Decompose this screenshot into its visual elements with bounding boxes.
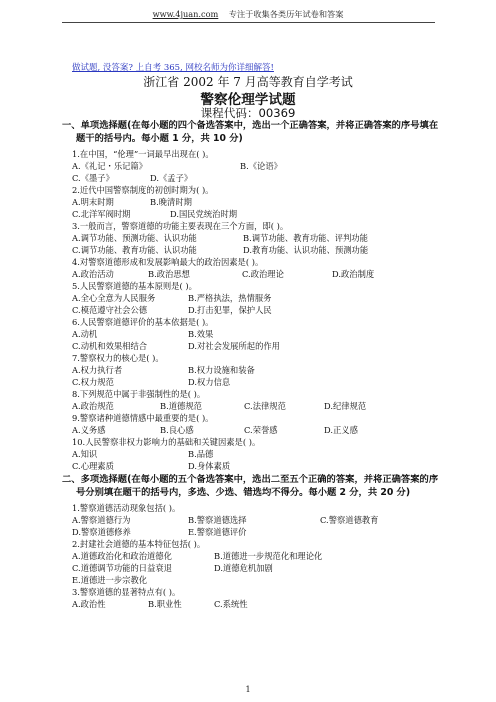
answer-option: A.明末时期 xyxy=(72,197,114,207)
answer-option: C.《墨子》 xyxy=(72,173,114,183)
section-heading-single: 一、单项选择题(在每小题的四个备选答案中，选出一个正确答案，并将正确答案的序号填在 题干的括号内。每小题 1 分，共 10 分) xyxy=(62,120,439,145)
answer-option: B.调节功能、教育功能、评判功能 xyxy=(243,233,368,243)
question-stem: 6.人民警察道德评价的基本依据是( )。 xyxy=(72,317,214,327)
site-tagline: 专注于收集各类历年试卷和答案 xyxy=(228,9,344,19)
answer-option: C.系统性 xyxy=(214,599,248,609)
answer-option: D.《孟子》 xyxy=(150,173,193,183)
answer-option: B.警察道德选择 xyxy=(188,515,247,525)
answer-option: A.义务感 xyxy=(72,425,106,435)
question-stem: 4.对警察道德形成和发展影响最大的政治因素是( )。 xyxy=(72,257,264,267)
question-stem: 2.封建社会道德的基本特征包括( )。 xyxy=(72,539,206,549)
section-heading-multiple: 二、多项选择题(在每小题的五个备选答案中，选出二至五个正确的答案，并将正确答案的序 号分别填在题干的括号内，多选、少选、错选均不得分。每小题 2 分，共 20 分) xyxy=(62,474,439,499)
answer-option: B.道德规范 xyxy=(160,401,202,411)
question-stem: 1.在中国，“伦理”一词最早出现在( )。 xyxy=(72,149,214,159)
answer-option: D.国民党统治时期 xyxy=(170,209,238,219)
answer-option: B.权力设施和装备 xyxy=(188,365,255,375)
answer-option: A.政治性 xyxy=(72,599,106,609)
answer-option: B.严格执法，热情服务 xyxy=(188,293,272,303)
answer-option: B.良心感 xyxy=(160,425,194,435)
question-stem: 9.警察诸种道德情感中最重要的是( )。 xyxy=(72,413,214,423)
answer-option: C.政治理论 xyxy=(242,269,284,279)
answer-option: C.荣誉感 xyxy=(244,425,278,435)
site-url[interactable]: www.4juan.com xyxy=(152,9,219,19)
page-number: 1 xyxy=(245,685,251,694)
answer-option: A.道德政治化和政治道德化 xyxy=(72,551,172,561)
answer-option: A.知识 xyxy=(72,449,98,459)
answer-option: B.政治思想 xyxy=(148,269,190,279)
answer-option: C.道德调节功能的日益衰退 xyxy=(72,563,172,573)
question-stem: 2.近代中国警察制度的初创时期为( )。 xyxy=(72,185,214,195)
answer-option: B.效果 xyxy=(188,329,214,339)
answer-option: A.全心全意为人民服务 xyxy=(72,293,156,303)
question-stem: 3.一般而言，警察道德的功能主要表现在三个方面，即( )。 xyxy=(72,221,289,231)
answer-option: E.警察道德评价 xyxy=(188,527,247,537)
question-stem: 8.下列规范中属于非强制性的是( )。 xyxy=(72,389,206,399)
answer-option: C.权力规范 xyxy=(72,377,114,387)
answer-option: C.心理素质 xyxy=(72,461,114,471)
question-stem: 7.警察权力的核心是( )。 xyxy=(72,353,164,363)
answer-option: D.道德危机加剧 xyxy=(214,563,273,573)
course-code: 课程代码：00369 xyxy=(200,106,296,120)
question-stem: 5.人民警察道德的基本原则是( )。 xyxy=(72,281,197,291)
answer-option: C.动机和效果相结合 xyxy=(72,341,148,351)
answer-option: D.打击犯罪，保护人民 xyxy=(188,305,272,315)
ad-link[interactable]: 做试题, 没答案? 上自考 365, 网校名师为你详细解答! xyxy=(72,63,274,73)
answer-option: C.调节功能、教育功能、认识功能 xyxy=(72,245,197,255)
answer-option: B.品德 xyxy=(188,449,214,459)
answer-option: B.职业性 xyxy=(148,599,182,609)
answer-option: D.纪律规范 xyxy=(324,401,367,411)
answer-option: B.道德进一步规范化和理论化 xyxy=(214,551,323,561)
header-divider xyxy=(62,22,435,23)
answer-option: D.政治制度 xyxy=(332,269,375,279)
answer-option: B.《论语》 xyxy=(240,161,282,171)
answer-option: A.动机 xyxy=(72,329,98,339)
question-stem: 10.人民警察非权力影响力的基础和关键因素是( )。 xyxy=(72,437,261,447)
answer-option: A.《礼记・乐记篇》 xyxy=(72,161,148,171)
answer-option: E.道德进一步宗教化 xyxy=(72,575,148,585)
question-stem: 3.警察道德的显著特点有( )。 xyxy=(72,587,181,597)
answer-option: D.权力信息 xyxy=(188,377,231,387)
answer-option: C.北洋军阀时期 xyxy=(72,209,131,219)
answer-option: D.正义感 xyxy=(324,425,358,435)
answer-option: D.教育功能、认识功能、预测功能 xyxy=(243,245,369,255)
answer-option: A.权力执行者 xyxy=(72,365,123,375)
answer-option: D.警察道德修养 xyxy=(72,527,131,537)
answer-option: B.晚清时期 xyxy=(150,197,192,207)
question-stem: 1.警察道德活动现象包括( )。 xyxy=(72,503,181,513)
answer-option: A.调节功能、预测功能、认识功能 xyxy=(72,233,197,243)
answer-option: D.对社会发展所起的作用 xyxy=(188,341,280,351)
exam-subject: 警察伦理学试题 xyxy=(200,92,296,108)
answer-option: A.警察道德行为 xyxy=(72,515,131,525)
site-header xyxy=(0,9,496,20)
answer-option: C.法律规范 xyxy=(244,401,286,411)
answer-option: A.政治活动 xyxy=(72,269,114,279)
answer-option: C.警察道德教育 xyxy=(320,515,379,525)
exam-title: 浙江省 2002 年 7 月高等教育自学考试 xyxy=(143,75,353,89)
answer-option: D.身体素质 xyxy=(188,461,231,471)
answer-option: C.模范遵守社会公德 xyxy=(72,305,148,315)
answer-option: A.政治规范 xyxy=(72,401,114,411)
